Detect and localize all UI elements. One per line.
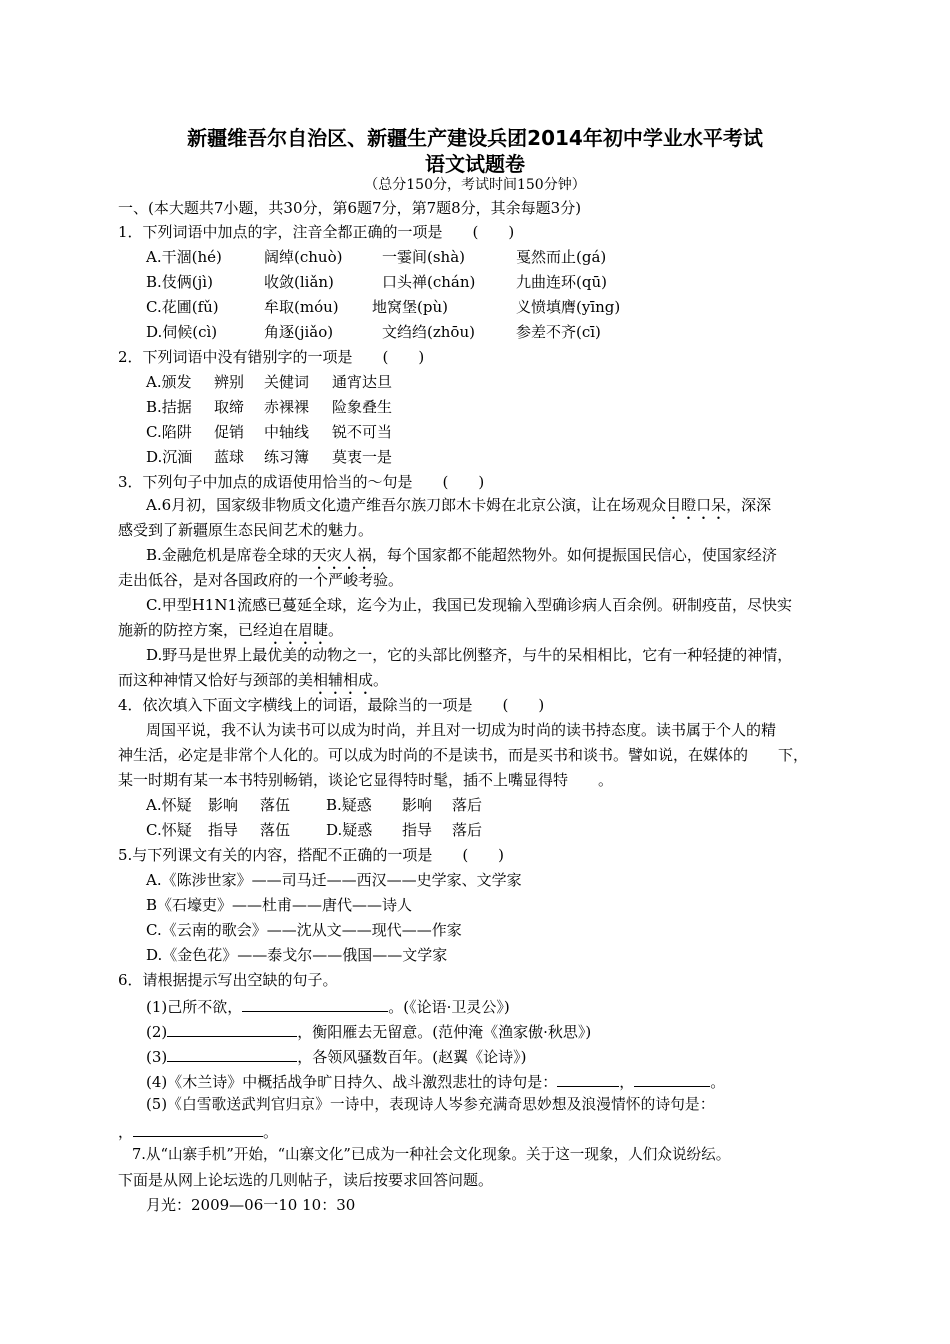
q1-option-d-2: 角逐(jiǎo) xyxy=(264,323,334,341)
q2-option-a-2: 辨别 xyxy=(214,373,245,391)
q2-option-d-1: D.沉湎 xyxy=(146,448,193,466)
q6-1-answer-blank[interactable] xyxy=(242,995,388,1012)
q4-option-b-2: 影响 xyxy=(402,796,433,814)
q1-option-b-3: 口头禅(chán) xyxy=(382,273,476,291)
q4-option-d-3: 落后 xyxy=(452,821,483,839)
q4-option-a-3: 落伍 xyxy=(260,796,291,814)
q5-option-c: C.《云南的歌会》——沈从文——现代——作家 xyxy=(146,921,462,939)
q1-option-d-3: 文绉绉(zhōu) xyxy=(382,323,475,341)
q3-option-b-cont: 走出低谷，是对各国政府的一个严峻考验。 xyxy=(118,571,404,589)
q3-d-dotted-idiom: 相辅相成 xyxy=(313,671,374,689)
q6-item-1 xyxy=(146,995,510,1017)
q3-option-c-cont xyxy=(118,620,343,648)
q2-option-c-3: 中轴线 xyxy=(264,423,310,441)
q3-a-text-2: ，深深 xyxy=(726,496,772,514)
q4-option-c-1: C.怀疑 xyxy=(146,821,192,839)
q5-option-a: A.《陈涉世家》——司马迁——西汉——史学家、文学家 xyxy=(146,871,522,889)
q1-option-c-3: 地窝堡(pù) xyxy=(372,298,448,316)
q3-option-a xyxy=(146,495,771,523)
q5-option-d: D.《金色花》——泰戈尔——俄国——文学家 xyxy=(146,946,448,964)
q1-option-b-2: 收敛(liǎn) xyxy=(264,273,334,291)
q1-option-a-4: 戛然而止(gá) xyxy=(516,248,607,266)
q4-option-a-1: A.怀疑 xyxy=(146,796,192,814)
q2-option-c-2: 促销 xyxy=(214,423,245,441)
q3-option-d-cont xyxy=(118,670,388,698)
exam-title: 新疆维吾尔自治区、新疆生产建设兵团2014年初中学业水平考试 xyxy=(187,126,763,150)
q2-option-d-3: 练习簿 xyxy=(264,448,310,466)
q2-option-b-4: 险象叠生 xyxy=(332,398,393,416)
q2-option-a-3: 关健词 xyxy=(264,373,310,391)
q2-option-b-2: 取缔 xyxy=(214,398,245,416)
q3-c-text-3: 。 xyxy=(328,621,344,639)
q2-option-c-1: C.陷阱 xyxy=(146,423,192,441)
q1-option-a-3: 一霎间(shà) xyxy=(382,248,466,266)
q6-5-answer-blank[interactable] xyxy=(133,1120,263,1137)
q3-option-b xyxy=(146,545,777,573)
q6-item-2 xyxy=(146,1020,591,1042)
q6-stem: 6．请根据提示写出空缺的句子。 xyxy=(118,971,338,989)
q4-option-c-2: 指导 xyxy=(208,821,239,839)
q2-option-b-3: 赤裸裸 xyxy=(264,398,310,416)
q1-option-c-4: 义愤填膺(yīng) xyxy=(516,298,621,316)
q4-option-c-3: 落伍 xyxy=(260,821,291,839)
q1-option-d-4: 参差不齐(cī) xyxy=(516,323,601,341)
q7-forum-post-header: 月光：2009—06一10 10：30 xyxy=(146,1196,356,1214)
q6-5-end: 。 xyxy=(263,1123,279,1141)
q6-1-prefix: (1)己所不欲， xyxy=(146,998,243,1016)
q1-option-d-1: D.伺候(cì) xyxy=(146,323,218,341)
q6-4-end: 。 xyxy=(710,1073,726,1091)
q4-option-d-1: D.疑惑 xyxy=(326,821,373,839)
q6-item-3 xyxy=(146,1045,526,1067)
q1-option-a-1: A.干涸(hé) xyxy=(146,248,222,266)
q6-5-comma: ， xyxy=(118,1123,134,1141)
q6-4-answer-blank-2[interactable] xyxy=(634,1070,710,1087)
q1-option-b-1: B.伎俩(jì) xyxy=(146,273,213,291)
q7-intro-line2: 下面是从网上论坛选的几则帖子，读后按要求回答问题。 xyxy=(118,1171,494,1189)
q3-b-dotted-idiom: 天灾人祸 xyxy=(311,546,372,564)
q3-option-d: D.野马是世界上最优美的动物之一，它的头部比例整齐，与牛的呆相相比，它有一种轻捷的神情， xyxy=(146,646,793,664)
exam-subject-title: 语文试题卷 xyxy=(425,152,525,176)
q2-option-a-1: A.颁发 xyxy=(146,373,192,391)
q4-passage-line2: 神生活，必定是非常个人化的。可以成为时尚的不是读书，而是买书和谈书。譬如说，在媒体的 下， xyxy=(118,746,809,764)
q7-intro-line1: 7.从“山寨手机”开始，“山寨文化”已成为一种社会文化现象。关于这一现象，人们众说纷纭。 xyxy=(132,1146,731,1163)
q3-stem: 3．下列句子中加点的成语使用恰当的～句是 ( ) xyxy=(118,473,485,491)
q3-a-text-1: A.6月初，国家级非物质文化遗产维吾尔族刀郎木卡姆在北京公演，让在场观众 xyxy=(146,496,667,514)
q3-c-dotted-idiom: 迫在眉睫 xyxy=(268,621,329,639)
q4-passage-line1: 周国平说，我不认为读书可以成为时尚，并且对一切成为时尚的读书持态度。读书属于个人的精 xyxy=(146,721,777,739)
q5-stem: 5.与下列课文有关的内容，搭配不正确的一项是 ( ) xyxy=(118,846,505,864)
q3-d-text-2: 而这种神情又恰好与颈部的美 xyxy=(118,671,314,689)
q2-stem: 2．下列词语中没有错别字的一项是 ( ) xyxy=(118,348,425,366)
q2-option-a-4: 通宵达旦 xyxy=(332,373,393,391)
q3-d-text-3: 。 xyxy=(373,671,389,689)
q1-stem: 1．下列词语中加点的字，注音全都正确的一项是 ( ) xyxy=(118,223,515,241)
q6-item-5: (5)《白雪歌送武判官归京》一诗中，表现诗人岑参充满奇思妙想及浪漫情怀的诗句是： xyxy=(146,1096,715,1113)
q1-option-a-2: 阔绰(chuò) xyxy=(264,248,343,266)
q6-1-suffix: 。(《论语·卫灵公》) xyxy=(388,998,510,1016)
q4-option-b-3: 落后 xyxy=(452,796,483,814)
q6-3-suffix: ，各领风骚数百年。(赵翼《论诗》) xyxy=(297,1048,527,1066)
q6-4-comma: ， xyxy=(619,1073,635,1091)
q6-item-5-cont xyxy=(118,1120,278,1142)
q2-option-c-4: 锐不可当 xyxy=(332,423,393,441)
q3-option-c: C.甲型H1N1流感已蔓延全球，迄今为止，我国已发现输入型确诊病人百余例。研制疫苗，尽快实 xyxy=(146,596,793,614)
section-heading: 一、(本大题共7小题，共30分，第6题7分，第7题8分，其余每题3分) xyxy=(118,199,582,217)
q3-b-text-1: B.金融危机是席卷全球的 xyxy=(146,546,312,564)
q3-c-text-2: 施新的防控方案，已经 xyxy=(118,621,269,639)
q5-option-b: B《石壕吏》——杜甫——唐代——诗人 xyxy=(146,896,413,914)
exam-info: （总分150分，考试时间150分钟） xyxy=(364,177,586,193)
q3-option-a-cont: 感受到了新疆原生态民间艺术的魅力。 xyxy=(118,521,374,539)
q6-4-prefix: (4)《木兰诗》中概括战争旷日持久、战斗激烈悲壮的诗句是： xyxy=(146,1073,558,1091)
q4-stem: 4．依次填入下面文字横线上的词语，最除当的一项是 ( ) xyxy=(118,696,545,714)
q6-item-4 xyxy=(146,1070,725,1092)
q4-option-d-2: 指导 xyxy=(402,821,433,839)
q3-a-dotted-idiom: 目瞪口呆 xyxy=(666,496,727,514)
q2-option-d-4: 莫衷一是 xyxy=(332,448,393,466)
q1-option-b-4: 九曲连环(qū) xyxy=(516,273,607,291)
q6-4-answer-blank-1[interactable] xyxy=(557,1070,619,1087)
q6-3-prefix: (3) xyxy=(146,1048,168,1066)
q1-option-c-2: 牟取(móu) xyxy=(264,298,339,316)
q6-2-suffix: ，衡阳雁去无留意。(范仲淹《渔家傲·秋思》) xyxy=(297,1023,592,1041)
q6-2-answer-blank[interactable] xyxy=(167,1020,297,1037)
q2-option-d-2: 蓝球 xyxy=(214,448,245,466)
q1-option-c-1: C.花圃(fǔ) xyxy=(146,298,219,316)
q4-passage-line3: 某一时期有某一本书特别畅销，谈论它显得特时髦，插不上嘴显得特 。 xyxy=(118,771,614,789)
q4-option-b-1: B.疑惑 xyxy=(326,796,372,814)
q6-2-prefix: (2) xyxy=(146,1023,168,1041)
q2-option-b-1: B.拮据 xyxy=(146,398,192,416)
q3-b-text-2: ，每个国家都不能超然物外。如何提振国民信心，使国家经济 xyxy=(371,546,777,564)
q6-3-answer-blank[interactable] xyxy=(167,1045,297,1062)
q4-option-a-2: 影响 xyxy=(208,796,239,814)
